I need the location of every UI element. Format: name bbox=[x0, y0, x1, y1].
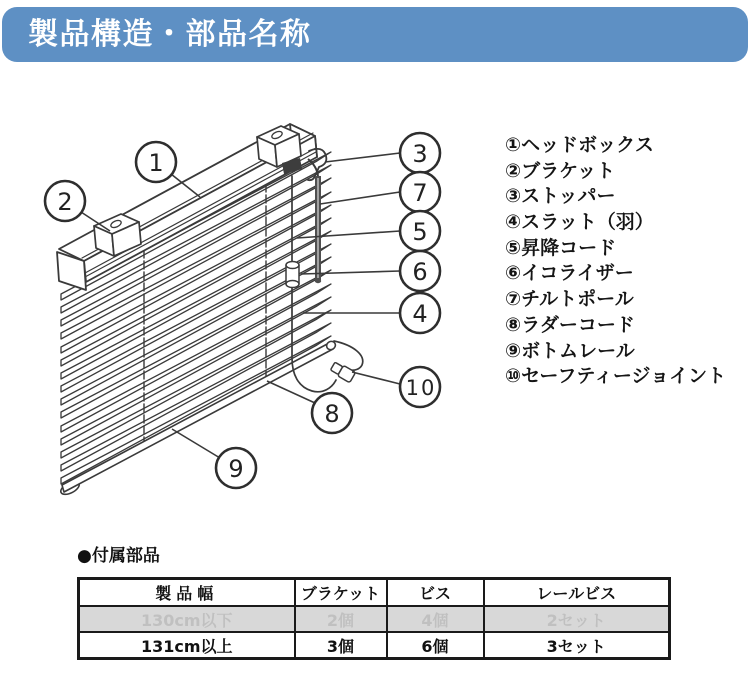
legend-item-lift-cord: ⑤昇降コード bbox=[505, 236, 617, 259]
legend-item-slat: ④スラット（羽） bbox=[505, 211, 654, 234]
legend-item-headbox: ①ヘッドボックス bbox=[505, 134, 654, 156]
safety-joint bbox=[330, 361, 356, 383]
callout-5 bbox=[400, 211, 440, 251]
equalizer-bottom bbox=[286, 281, 299, 288]
cell-screw: 6個 bbox=[387, 632, 484, 659]
col-header-product-width: 製品幅 bbox=[79, 579, 295, 607]
callout-8 bbox=[312, 393, 352, 433]
cell-bracket: 2個 bbox=[295, 606, 387, 632]
legend-item-bracket: ②ブラケット bbox=[505, 159, 616, 182]
leader-5 bbox=[297, 231, 400, 238]
table-row-131cm-over bbox=[79, 632, 670, 659]
callout-9 bbox=[216, 448, 256, 488]
col-header-bracket: ブラケット bbox=[295, 579, 387, 607]
leader-9 bbox=[172, 429, 220, 458]
svg-text:10: 10 bbox=[405, 376, 437, 400]
callout-10 bbox=[400, 367, 440, 407]
cell-screw: 4個 bbox=[387, 606, 484, 632]
legend-item-ladder-cord: ⑧ラダーコード bbox=[505, 313, 635, 336]
accessory-parts-label: ●付属部品 bbox=[77, 546, 160, 566]
svg-text:6: 6 bbox=[412, 258, 428, 286]
equalizer bbox=[286, 262, 299, 288]
svg-text:1: 1 bbox=[148, 149, 164, 177]
leader-10 bbox=[352, 372, 400, 384]
cell-width: 131cm以上 bbox=[79, 632, 295, 659]
callout-2 bbox=[45, 181, 85, 221]
svg-text:3: 3 bbox=[412, 140, 428, 168]
svg-text:4: 4 bbox=[412, 300, 428, 328]
callout-1 bbox=[136, 142, 176, 182]
parts-legend bbox=[505, 133, 726, 390]
cell-rail-screw: 3セット bbox=[484, 632, 670, 659]
leader-7 bbox=[320, 192, 400, 204]
cell-bracket: 3個 bbox=[295, 632, 387, 659]
tilt-pole-tip bbox=[315, 279, 321, 283]
callout-4 bbox=[400, 293, 440, 333]
callout-6 bbox=[400, 251, 440, 291]
cell-width: 130cm以下 bbox=[79, 606, 295, 632]
legend-item-equalizer: ⑥イコライザー bbox=[505, 262, 634, 285]
leader-8 bbox=[267, 381, 315, 403]
legend-item-stopper: ③ストッパー bbox=[505, 185, 616, 208]
table-row-130cm-under bbox=[79, 606, 670, 632]
accessory-parts-table bbox=[77, 577, 671, 660]
legend-item-bottom-rail: ⑨ボトムレール bbox=[505, 339, 635, 362]
svg-text:5: 5 bbox=[412, 218, 428, 246]
col-header-screw: ビス bbox=[387, 579, 484, 607]
svg-text:9: 9 bbox=[228, 455, 244, 483]
legend-item-tilt-pole: ⑦チルトポール bbox=[505, 288, 634, 311]
equalizer-top bbox=[286, 262, 299, 269]
page-title: 製品構造・部品名称 bbox=[28, 17, 312, 52]
col-header-rail-screw: レールビス bbox=[484, 579, 670, 607]
cell-rail-screw: 2セット bbox=[484, 606, 670, 632]
svg-text:7: 7 bbox=[412, 179, 428, 207]
callout-7 bbox=[400, 172, 440, 212]
legend-item-safety-joint: ⑩セーフティージョイント bbox=[505, 365, 727, 388]
table-header-row bbox=[79, 579, 670, 607]
leader-3 bbox=[325, 153, 400, 162]
svg-text:2: 2 bbox=[57, 188, 73, 216]
callout-3 bbox=[400, 133, 440, 173]
svg-text:8: 8 bbox=[324, 400, 340, 428]
